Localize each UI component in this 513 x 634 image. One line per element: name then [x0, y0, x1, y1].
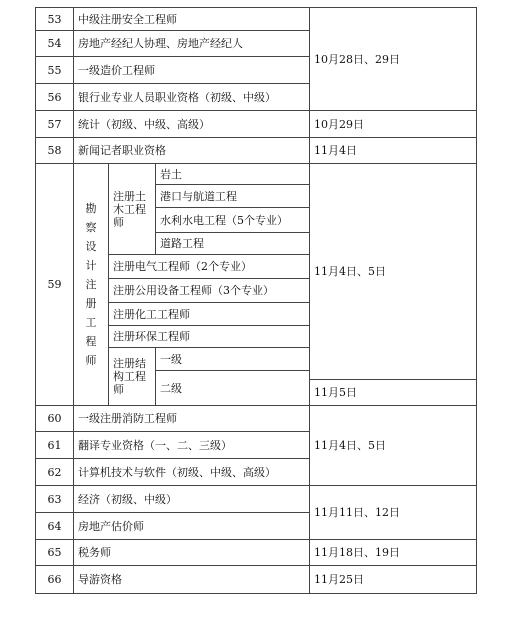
row-number: 55	[36, 57, 74, 84]
row-number: 57	[36, 111, 74, 138]
exam-name: 注册公用设备工程师（3个专业）	[109, 279, 310, 303]
exam-date: 11月4日、5日	[310, 164, 477, 380]
exam-name: 统计（初级、中级、高级）	[74, 111, 310, 138]
row-number: 60	[36, 406, 74, 432]
exam-date: 11月25日	[310, 566, 477, 594]
table-row	[36, 164, 477, 185]
exam-name: 岩土	[156, 164, 310, 185]
category-char: 程	[85, 335, 97, 348]
exam-name: 一级	[156, 348, 310, 371]
table-row	[36, 540, 477, 566]
category-char: 察	[85, 221, 97, 234]
exam-name: 计算机技术与软件（初级、中级、高级）	[74, 459, 310, 486]
exam-date: 11月18日、19日	[310, 540, 477, 566]
exam-date: 10月28日、29日	[310, 8, 477, 111]
exam-name: 注册电气工程师（2个专业）	[109, 255, 310, 279]
exam-date: 11月4日、5日	[310, 406, 477, 486]
row-number: 62	[36, 459, 74, 486]
category-char: 计	[85, 259, 97, 272]
civil-engineer-label: 注册土木工程师	[109, 164, 156, 255]
exam-name: 道路工程	[156, 233, 310, 255]
exam-name: 新闻记者职业资格	[74, 138, 310, 164]
table-row	[36, 486, 477, 513]
row-number: 53	[36, 8, 74, 31]
exam-name: 导游资格	[74, 566, 310, 594]
exam-name: 注册环保工程师	[109, 326, 310, 348]
row-number: 66	[36, 566, 74, 594]
exam-name: 翻译专业资格（一、二、三级）	[74, 432, 310, 459]
exam-name: 二级	[156, 371, 310, 406]
row-number: 63	[36, 486, 74, 513]
category-char: 注	[85, 278, 97, 291]
row-number: 56	[36, 84, 74, 111]
exam-name: 中级注册安全工程师	[74, 8, 310, 31]
exam-name: 水利水电工程（5个专业）	[156, 208, 310, 233]
exam-date: 10月29日	[310, 111, 477, 138]
structural-engineer-label: 注册结构工程师	[109, 348, 156, 406]
exam-name: 银行业专业人员职业资格（初级、中级）	[74, 84, 310, 111]
exam-date: 11月4日	[310, 138, 477, 164]
exam-name: 房地产经纪人协理、房地产经纪人	[74, 31, 310, 57]
exam-name: 一级造价工程师	[74, 57, 310, 84]
category-char: 册	[85, 297, 97, 310]
row-number: 64	[36, 513, 74, 540]
exam-name: 税务师	[74, 540, 310, 566]
table-row	[36, 8, 477, 31]
exam-name: 经济（初级、中级）	[74, 486, 310, 513]
exam-schedule-table	[35, 7, 477, 594]
table-row	[36, 111, 477, 138]
exam-date: 11月5日	[310, 380, 477, 406]
category-char: 设	[85, 240, 97, 253]
row-number: 59	[36, 164, 74, 406]
row-number: 58	[36, 138, 74, 164]
category-char: 勘	[85, 202, 97, 215]
exam-name: 一级注册消防工程师	[74, 406, 310, 432]
table-row	[36, 138, 477, 164]
category-char: 工	[85, 316, 97, 329]
category-char: 师	[85, 354, 97, 367]
row-number: 61	[36, 432, 74, 459]
category-label-vertical	[74, 164, 109, 406]
exam-name: 房地产估价师	[74, 513, 310, 540]
row-number: 54	[36, 31, 74, 57]
table-row	[36, 406, 477, 432]
exam-name: 注册化工工程师	[109, 303, 310, 326]
exam-name: 港口与航道工程	[156, 185, 310, 208]
exam-date: 11月11日、12日	[310, 486, 477, 540]
table-row	[36, 566, 477, 594]
row-number: 65	[36, 540, 74, 566]
